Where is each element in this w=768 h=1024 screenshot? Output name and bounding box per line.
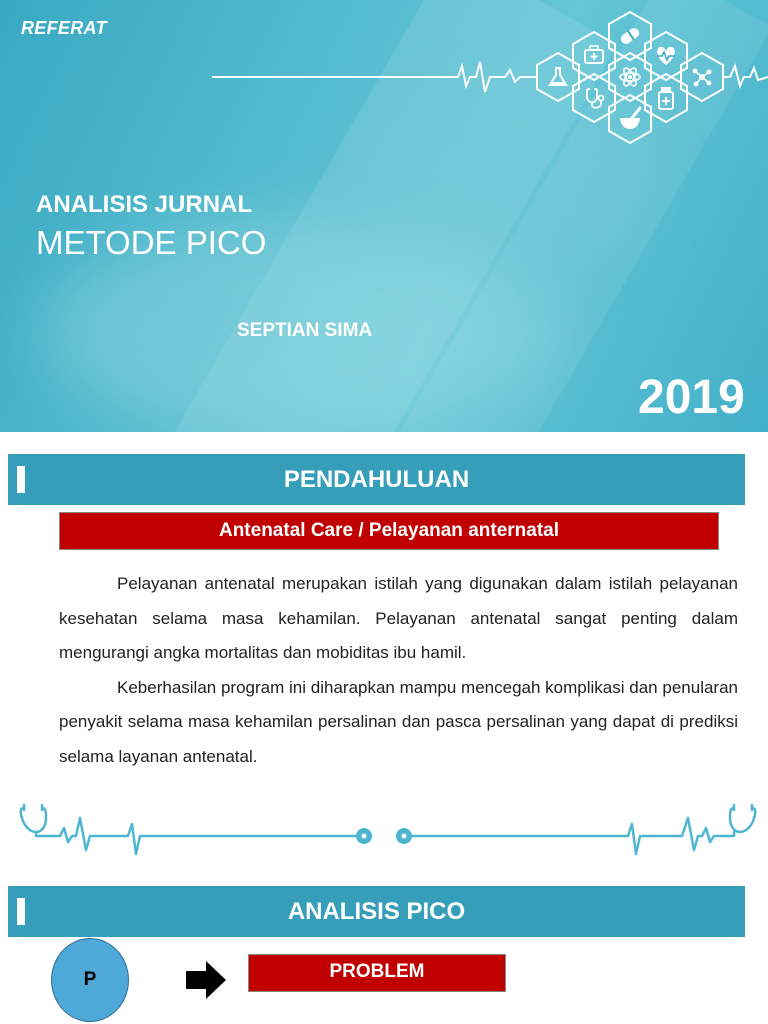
heartbeat-divider <box>18 798 758 862</box>
cover-author: SEPTIAN SIMA <box>237 320 373 341</box>
section-title: PENDAHULUAN <box>283 466 470 493</box>
body-text <box>59 567 738 774</box>
cover-title-line1: ANALISIS JURNAL <box>36 191 253 218</box>
section-title: ANALISIS PICO <box>287 898 466 925</box>
subtopic-banner: Antenatal Care / Pelayanan anternatal <box>59 512 719 550</box>
stethoscope-icon <box>730 808 755 832</box>
cover-title-line2: METODE PICO <box>36 224 267 261</box>
cover-tag: REFERAT <box>21 18 107 38</box>
pico-label-banner: PROBLEM <box>248 954 506 992</box>
arrow-right-icon <box>186 961 226 999</box>
section-header-analisis-pico <box>8 886 745 937</box>
section-header-pendahuluan <box>8 454 745 505</box>
cover-year: 2019 <box>638 371 745 424</box>
cover-banner <box>0 0 768 432</box>
paragraph: Keberhasilan program ini diharapkan mampu mencegah komplikasi dan penularan penyakit selama masa kehamilan persalinan dan pasca persalinan yang dapat di prediksi selama layanan antenatal. <box>59 677 738 766</box>
heartbeat-line <box>212 62 536 92</box>
stethoscope-icon <box>21 808 46 832</box>
pico-letter-badge: P <box>51 938 129 1022</box>
paragraph: Pelayanan antenatal merupakan istilah yang digunakan dalam istilah pelayanan kesehatan selama masa kehamilan. Pelayanan antenatal sangat penting dalam mengurangi angka mortalitas dan mobiditas ibu hamil. <box>59 574 738 662</box>
heartbeat-line <box>724 66 768 86</box>
